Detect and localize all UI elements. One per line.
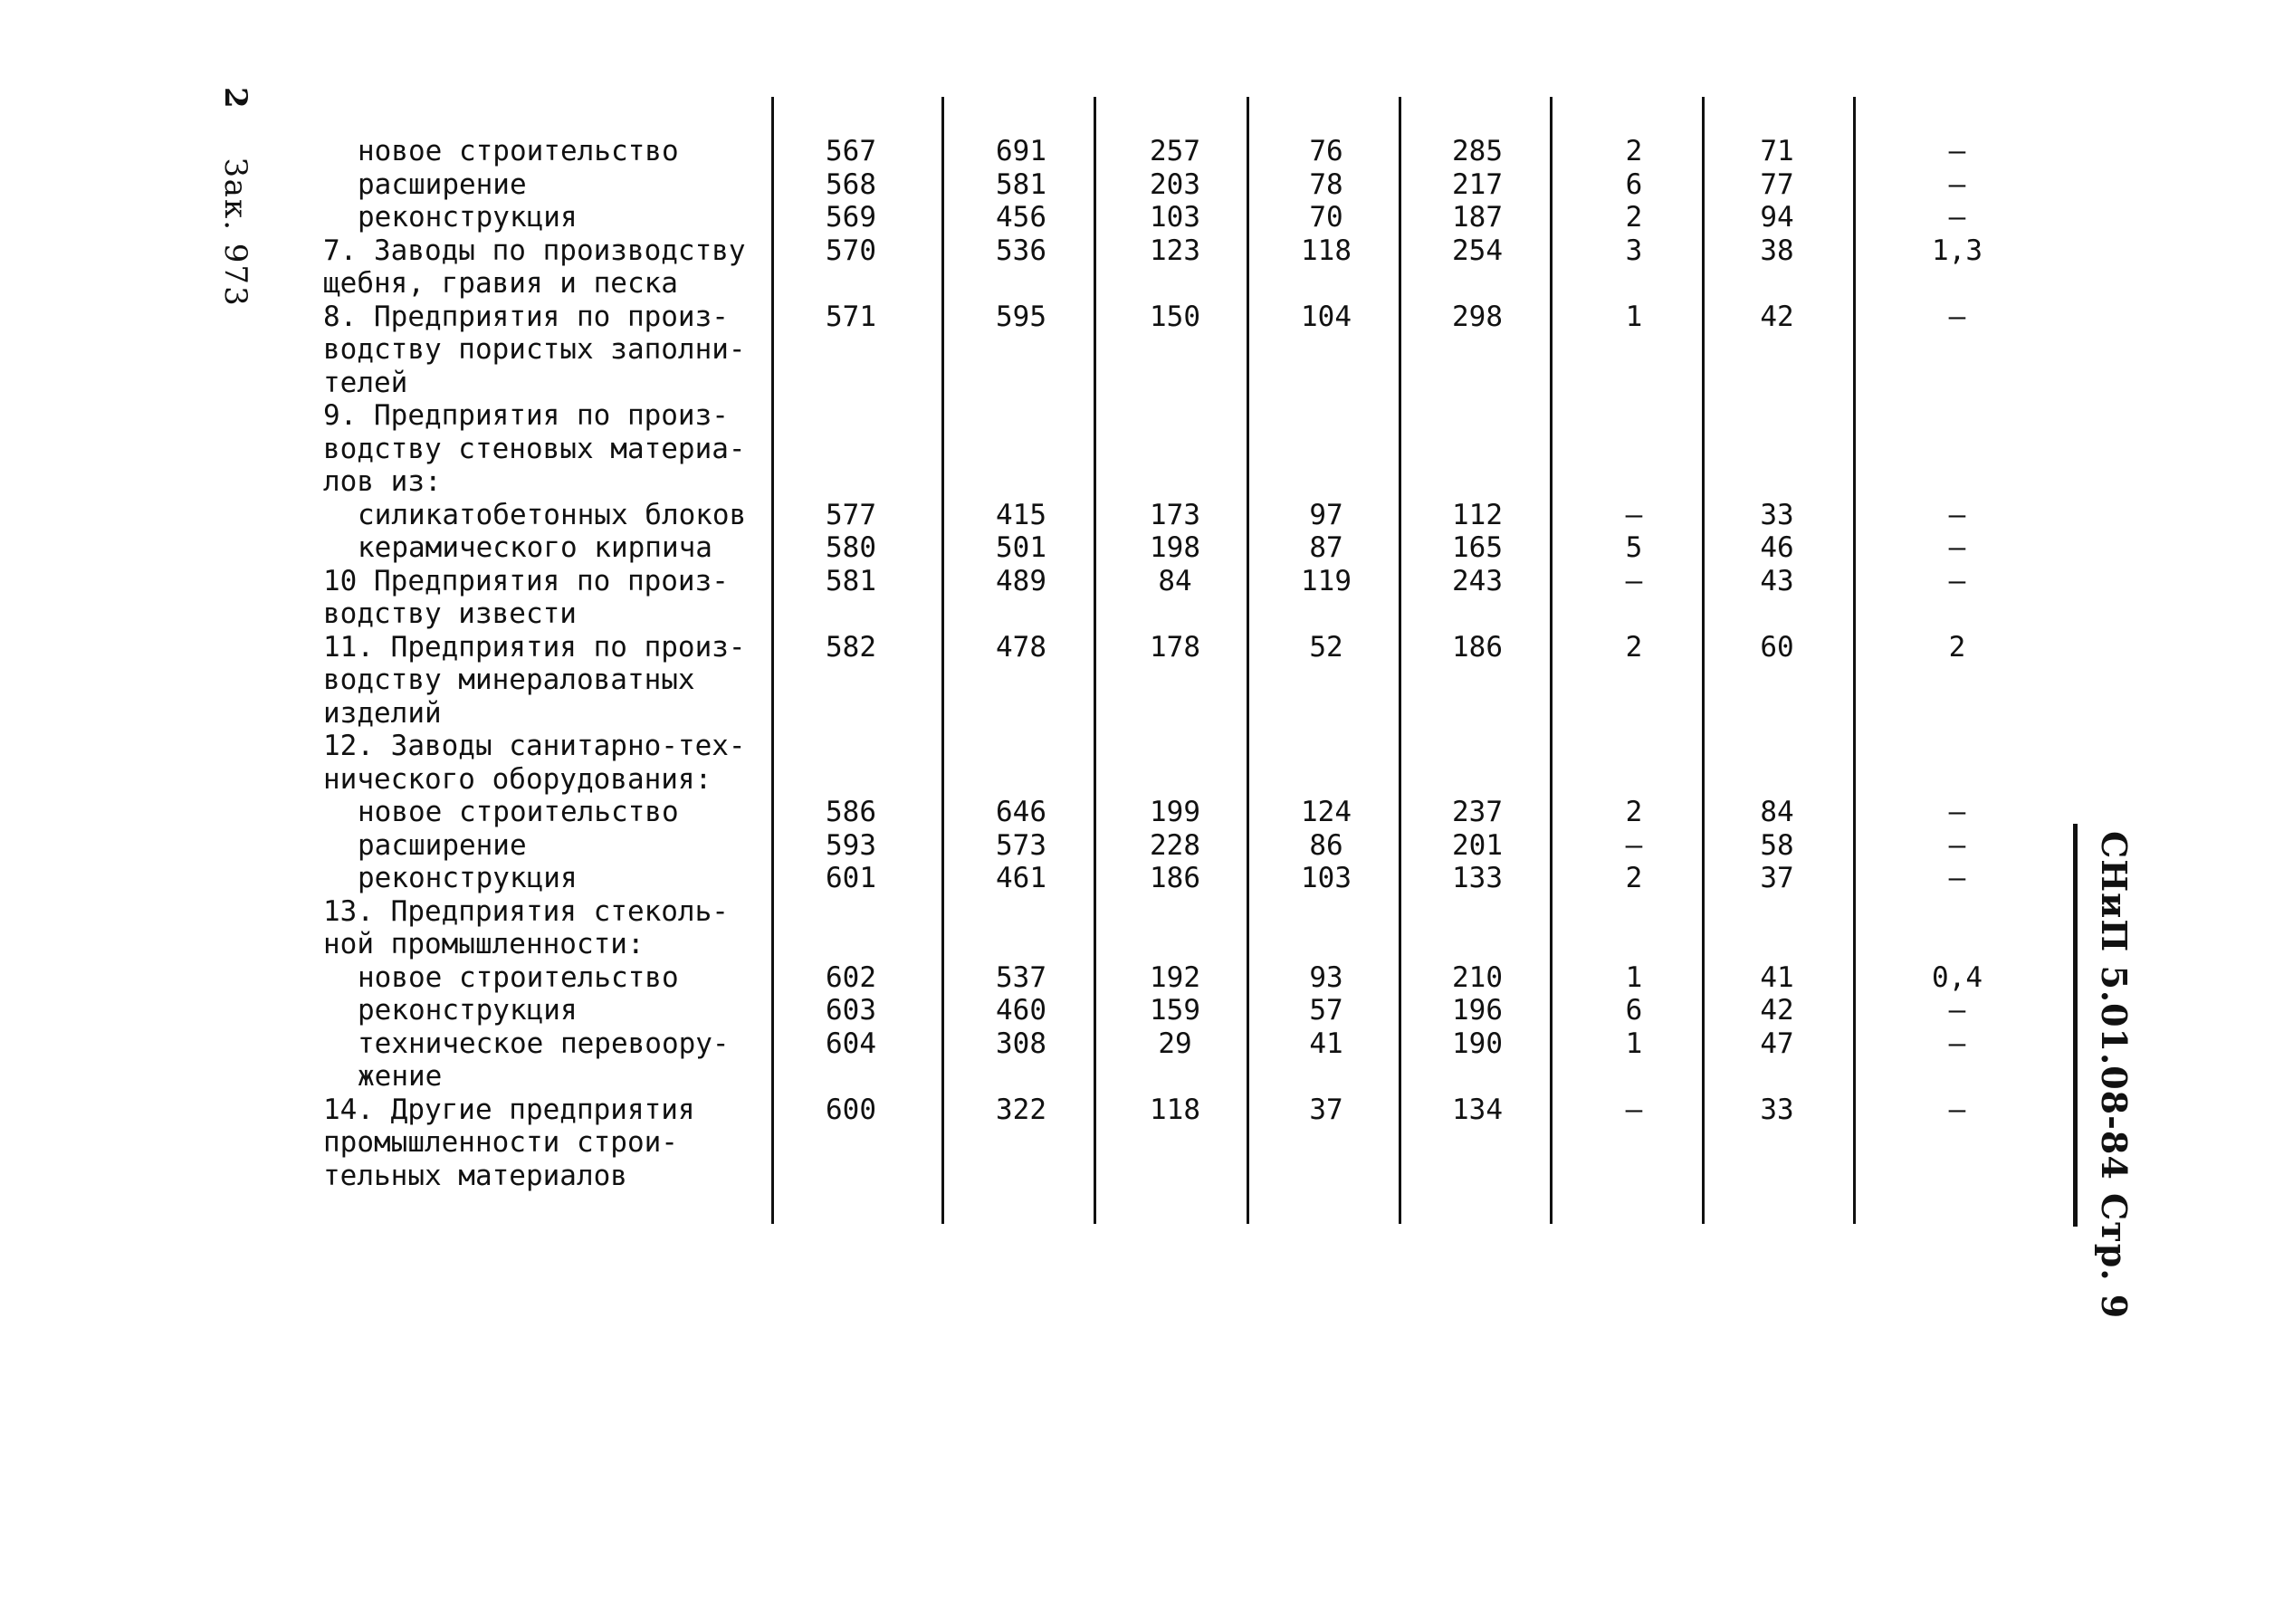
table-cell: — xyxy=(1948,300,1966,333)
side-title-rule xyxy=(2073,824,2078,1227)
row-label xyxy=(323,399,746,499)
table-cell: 124 xyxy=(1301,796,1352,828)
table-cell: 2 xyxy=(1625,630,1643,664)
table-cell: 29 xyxy=(1158,1027,1192,1060)
table-cell: 3 xyxy=(1625,234,1643,267)
table-cell: 42 xyxy=(1760,994,1794,1027)
order-note: Зак. 973 xyxy=(217,158,253,308)
table-cell: 537 xyxy=(996,960,1046,994)
row-label-line: 7. Заводы по производству xyxy=(323,234,746,267)
table-cell: 77 xyxy=(1760,167,1794,201)
table-cell: 201 xyxy=(1452,828,1503,862)
table-cell: 52 xyxy=(1309,630,1343,664)
row-label xyxy=(323,301,746,400)
table-cell: — xyxy=(1948,201,1966,234)
row-label-line: 11. Предприятия по произ- xyxy=(323,630,746,664)
table-cell: 581 xyxy=(826,564,876,597)
table-cell: 103 xyxy=(1150,201,1200,234)
table-cell: 2 xyxy=(1625,135,1643,167)
row-label xyxy=(323,234,746,301)
table-cell: — xyxy=(1948,531,1966,564)
row-label xyxy=(358,135,679,168)
table-cell: 415 xyxy=(996,498,1046,531)
table-cell: — xyxy=(1625,564,1643,597)
table-cell: 60 xyxy=(1760,630,1794,664)
table-cell: 595 xyxy=(996,300,1046,333)
row-label-line: водству минераловатных xyxy=(323,664,695,696)
table-cell: — xyxy=(1625,498,1643,531)
column-rule xyxy=(1550,97,1553,1224)
table-cell: 57 xyxy=(1309,994,1343,1027)
table-cell: 478 xyxy=(996,630,1046,664)
table-cell: 186 xyxy=(1150,862,1200,894)
table-cell: 604 xyxy=(826,1027,876,1060)
row-label-line: 8. Предприятия по произ- xyxy=(323,300,729,333)
table-cell: 41 xyxy=(1309,1027,1343,1060)
table-cell: 1,3 xyxy=(1932,234,1983,267)
table-cell: 571 xyxy=(826,300,876,333)
table-cell: 159 xyxy=(1150,994,1200,1027)
row-label xyxy=(358,531,712,565)
table-cell: 285 xyxy=(1452,135,1503,167)
table-cell: 456 xyxy=(996,201,1046,234)
table-cell: 1 xyxy=(1625,960,1643,994)
table-cell: 308 xyxy=(996,1027,1046,1060)
column-rule xyxy=(771,97,774,1224)
table-cell: 243 xyxy=(1452,564,1503,597)
row-label-line: тельных материалов xyxy=(323,1159,627,1192)
row-label-line: реконструкция xyxy=(358,201,578,234)
table-cell: 178 xyxy=(1150,630,1200,664)
row-label-line: керамического кирпича xyxy=(358,531,712,564)
table-cell: 196 xyxy=(1452,994,1503,1027)
table-cell: 46 xyxy=(1760,531,1794,564)
table-cell: — xyxy=(1948,1027,1966,1060)
row-label xyxy=(358,796,679,829)
table-cell: 6 xyxy=(1625,167,1643,201)
table-cell: 691 xyxy=(996,135,1046,167)
table-cell: 573 xyxy=(996,828,1046,862)
table-cell: 104 xyxy=(1301,300,1352,333)
table-cell: — xyxy=(1948,796,1966,828)
column-rule xyxy=(1094,97,1096,1224)
table-cell: 237 xyxy=(1452,796,1503,828)
row-label xyxy=(323,565,729,631)
table-cell: 186 xyxy=(1452,630,1503,664)
row-label-line: щебня, гравия и песка xyxy=(323,267,678,300)
row-label-line: новое строительство xyxy=(358,135,679,167)
row-label-line: реконструкция xyxy=(358,994,578,1027)
table-cell: 37 xyxy=(1760,862,1794,894)
table-cell: 134 xyxy=(1452,1093,1503,1126)
table-cell: 112 xyxy=(1452,498,1503,531)
row-label xyxy=(323,631,746,731)
table-cell: 165 xyxy=(1452,531,1503,564)
table-cell: 47 xyxy=(1760,1027,1794,1060)
table-cell: 603 xyxy=(826,994,876,1027)
row-label xyxy=(323,895,729,961)
table-cell: 1 xyxy=(1625,1027,1643,1060)
table-cell: 187 xyxy=(1452,201,1503,234)
row-label-line: 13. Предприятия стеколь- xyxy=(323,894,729,928)
table-cell: 217 xyxy=(1452,167,1503,201)
table-cell: 199 xyxy=(1150,796,1200,828)
table-cell: 43 xyxy=(1760,564,1794,597)
table-cell: — xyxy=(1948,135,1966,167)
row-label-line: 12. Заводы санитарно-тех- xyxy=(323,730,746,762)
column-rule xyxy=(941,97,944,1224)
table-cell: 501 xyxy=(996,531,1046,564)
table-cell: 0,4 xyxy=(1932,960,1983,994)
table-cell: 41 xyxy=(1760,960,1794,994)
row-label-line: промышленности строи- xyxy=(323,1126,678,1159)
table-cell: 70 xyxy=(1309,201,1343,234)
table-cell: 581 xyxy=(996,167,1046,201)
table-cell: 37 xyxy=(1309,1093,1343,1126)
table-cell: 203 xyxy=(1150,167,1200,201)
table-cell: 322 xyxy=(996,1093,1046,1126)
table-cell: 586 xyxy=(826,796,876,828)
side-title: СНиП 5.01.08-84 Стр. 9 xyxy=(2094,831,2135,1320)
row-label-line: силикатобетонных блоков xyxy=(358,498,747,531)
table-cell: 570 xyxy=(826,234,876,267)
table-cell: — xyxy=(1948,498,1966,531)
row-label-line: нического оборудования: xyxy=(323,762,712,796)
table-cell: 103 xyxy=(1301,862,1352,894)
table-cell: 93 xyxy=(1309,960,1343,994)
table-cell: 87 xyxy=(1309,531,1343,564)
row-label-line: новое строительство xyxy=(358,796,679,828)
table-cell: — xyxy=(1625,1093,1643,1126)
table-cell: 228 xyxy=(1150,828,1200,862)
table-cell: 118 xyxy=(1150,1093,1200,1126)
table-cell: 580 xyxy=(826,531,876,564)
row-label-line: техническое перевоору- xyxy=(358,1027,730,1060)
column-rule xyxy=(1702,97,1705,1224)
table-cell: 42 xyxy=(1760,300,1794,333)
table-cell: 6 xyxy=(1625,994,1643,1027)
row-label-line: изделий xyxy=(323,696,442,730)
row-label-line: водству пористых заполни- xyxy=(323,333,746,366)
table-cell: 2 xyxy=(1625,201,1643,234)
table-cell: — xyxy=(1948,564,1966,597)
row-label-line: водству стеновых материа- xyxy=(323,432,746,465)
table-cell: 568 xyxy=(826,167,876,201)
table-cell: 58 xyxy=(1760,828,1794,862)
table-cell: 582 xyxy=(826,630,876,664)
row-label xyxy=(358,168,527,202)
table-cell: 97 xyxy=(1309,498,1343,531)
table-cell: 190 xyxy=(1452,1027,1503,1060)
table-cell: 198 xyxy=(1150,531,1200,564)
row-label-line: 9. Предприятия по произ- xyxy=(323,399,729,432)
table-cell: 123 xyxy=(1150,234,1200,267)
table-cell: 2 xyxy=(1625,796,1643,828)
table-cell: — xyxy=(1948,167,1966,201)
table-cell: — xyxy=(1948,862,1966,894)
row-label xyxy=(358,862,578,895)
margin-note xyxy=(217,87,253,308)
row-label-line: жение xyxy=(358,1060,443,1093)
table-cell: 593 xyxy=(826,828,876,862)
row-label xyxy=(358,994,578,1027)
table-cell: 257 xyxy=(1150,135,1200,167)
table-cell: 210 xyxy=(1452,960,1503,994)
table-cell: — xyxy=(1948,1093,1966,1126)
table-cell: 71 xyxy=(1760,135,1794,167)
table-cell: 5 xyxy=(1625,531,1643,564)
table-cell: 600 xyxy=(826,1093,876,1126)
column-rule xyxy=(1247,97,1249,1224)
table-cell: 173 xyxy=(1150,498,1200,531)
table-cell: 567 xyxy=(826,135,876,167)
table-cell: 192 xyxy=(1150,960,1200,994)
table-cell: 38 xyxy=(1760,234,1794,267)
table-cell: 33 xyxy=(1760,498,1794,531)
row-label xyxy=(358,961,679,995)
table-cell: 86 xyxy=(1309,828,1343,862)
row-label-line: расширение xyxy=(358,167,527,201)
table-cell: 1 xyxy=(1625,300,1643,333)
row-label-line: телей xyxy=(323,366,408,399)
table-cell: 150 xyxy=(1150,300,1200,333)
table-cell: — xyxy=(1625,828,1643,862)
table-cell: 33 xyxy=(1760,1093,1794,1126)
table-cell: 78 xyxy=(1309,167,1343,201)
table-cell: 133 xyxy=(1452,862,1503,894)
table-cell: 94 xyxy=(1760,201,1794,234)
column-rule xyxy=(1399,97,1401,1224)
table-cell: 2 xyxy=(1625,862,1643,894)
column-rule xyxy=(1853,97,1856,1224)
table-cell: 569 xyxy=(826,201,876,234)
table-cell: 461 xyxy=(996,862,1046,894)
table-cell: 118 xyxy=(1301,234,1352,267)
table-cell: 84 xyxy=(1158,564,1192,597)
page-number: 2 xyxy=(217,87,253,110)
table-cell: 602 xyxy=(826,960,876,994)
row-label xyxy=(323,1094,695,1193)
row-label xyxy=(358,499,746,532)
table-cell: 84 xyxy=(1760,796,1794,828)
table-cell: 76 xyxy=(1309,135,1343,167)
row-label-line: 14. Другие предприятия xyxy=(323,1093,695,1126)
table-cell: 119 xyxy=(1301,564,1352,597)
row-label-line: водству извести xyxy=(323,597,577,630)
row-label-line: лов из: xyxy=(323,465,442,498)
table-cell: 489 xyxy=(996,564,1046,597)
row-label-line: реконструкция xyxy=(358,862,578,894)
table-cell: 601 xyxy=(826,862,876,894)
row-label-line: ной промышленности: xyxy=(323,928,645,960)
table-cell: 2 xyxy=(1948,630,1966,664)
row-label-line: расширение xyxy=(358,828,527,862)
table-cell: — xyxy=(1948,828,1966,862)
table-cell: 460 xyxy=(996,994,1046,1027)
table-cell: 646 xyxy=(996,796,1046,828)
row-label-line: 10 Предприятия по произ- xyxy=(323,564,729,597)
table-cell: — xyxy=(1948,994,1966,1027)
table-cell: 536 xyxy=(996,234,1046,267)
row-label xyxy=(358,1027,730,1094)
row-label xyxy=(358,829,527,863)
row-label-line: новое строительство xyxy=(358,960,679,994)
row-label xyxy=(323,730,746,796)
row-label xyxy=(358,201,578,234)
table-cell: 298 xyxy=(1452,300,1503,333)
table-cell: 577 xyxy=(826,498,876,531)
table-cell: 254 xyxy=(1452,234,1503,267)
